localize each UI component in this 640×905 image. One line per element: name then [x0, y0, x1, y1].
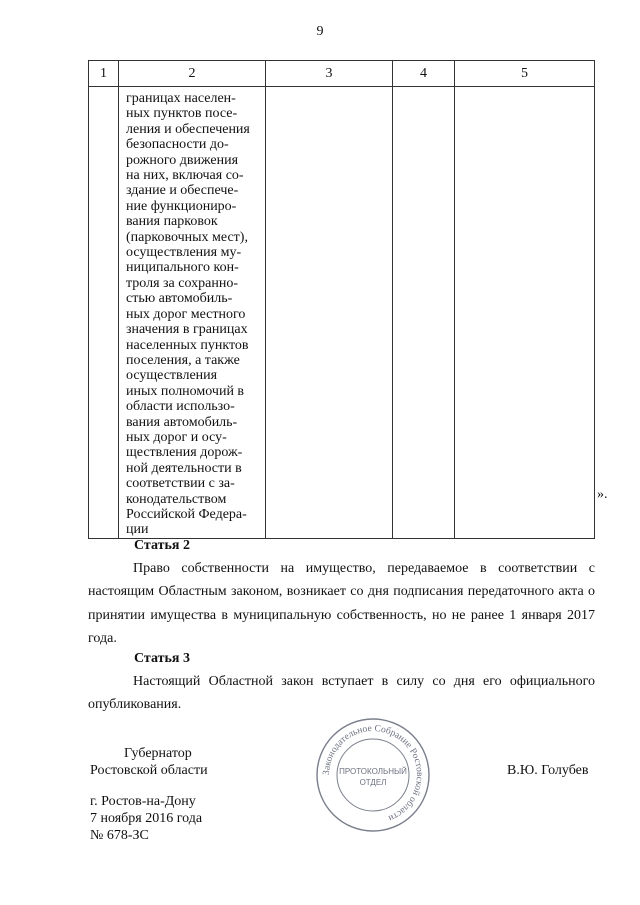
closing-quote-mark: ». — [597, 487, 608, 502]
law-number: № 678-ЗС — [90, 828, 149, 843]
continuation-table — [88, 60, 595, 539]
table-cell-4 — [393, 87, 455, 539]
column-header-3: 3 — [266, 61, 393, 87]
official-stamp — [314, 716, 432, 834]
column-header-2: 2 — [119, 61, 266, 87]
column-header-1: 1 — [89, 61, 119, 87]
stamp-center-line2: ОТДЕЛ — [359, 778, 387, 787]
column-header-4: 4 — [393, 61, 455, 87]
page-number: 9 — [316, 24, 324, 39]
table-cell-2-text: границах населен- ных пунктов посе- ления и обеспечения безопасности до- рожного движения на них, включая со- здание и обеспече- ние функциониро- вания парковок (парковочных мест), осуществления му- ниципального кон- троля за сохранно- стью автомобиль- ных дорог местного значения в границах населенных пунктов поселения, а также осуществления иных полномочий в области использо- вания автомобиль- ных дорог и осу- ществления дорож- ной деятельности в соответствии с за- конодательством Российской Федера- ции — [126, 91, 250, 538]
stamp-center-line1: ПРОТОКОЛЬНЫЙ — [339, 767, 407, 776]
signing-date: 7 ноября 2016 года — [90, 811, 203, 826]
signatory-name: В.Ю. Голубев — [507, 763, 589, 778]
table-cell-5 — [455, 87, 595, 539]
article-3-text: Настоящий Областной закон вступает в силу со дня его официального опубликования. — [88, 674, 595, 713]
table-row — [89, 87, 595, 539]
article-2-text: Право собственности на имущество, передаваемое в соответствии с настоящим Областным законом, возникает со дня подписания передаточного акта о принятии имущества в муниципальную собственность, но не ранее 1 января 2017 года. — [88, 561, 595, 646]
table-cell-2 — [119, 87, 266, 539]
article-3-title: Статья 3 — [134, 651, 190, 666]
table-cell-1 — [89, 87, 119, 539]
table-cell-3 — [266, 87, 393, 539]
signatory-position-line1: Губернатор — [124, 746, 192, 761]
column-header-5: 5 — [455, 61, 595, 87]
stamp-ring-text: Законодательное Собрание Ростовской области — [321, 723, 425, 823]
article-2-title: Статья 2 — [134, 538, 190, 553]
table-header-row — [89, 61, 595, 87]
signatory-position-line2: Ростовской области — [90, 763, 208, 778]
signing-place: г. Ростов-на-Дону — [90, 794, 196, 809]
